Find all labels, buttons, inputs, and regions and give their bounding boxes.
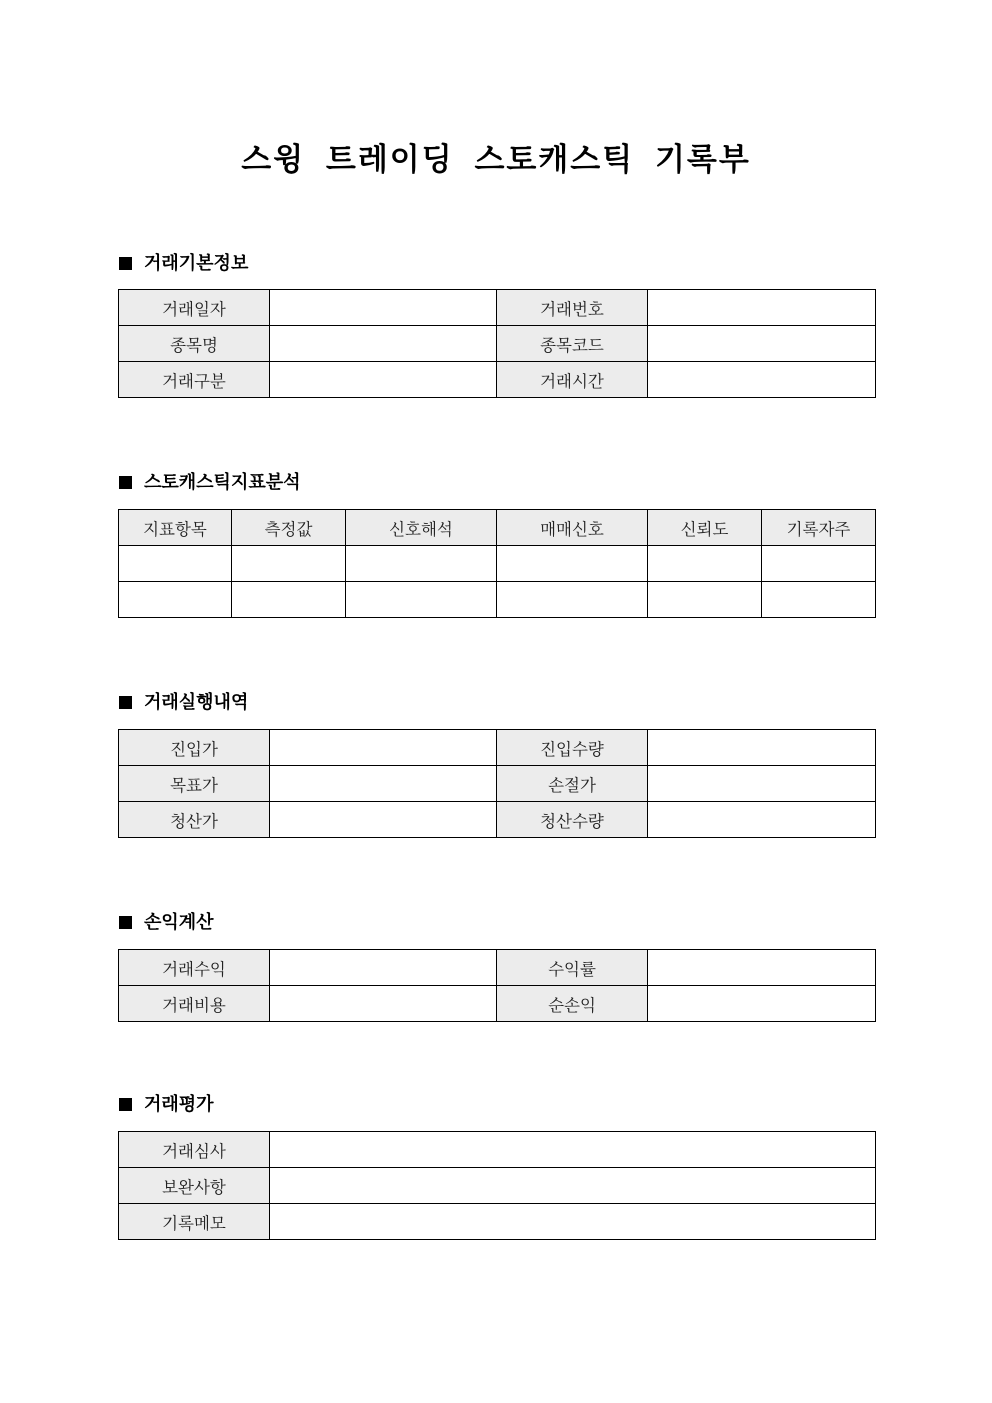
section-heading-execution [119, 691, 248, 715]
execution-table [118, 729, 876, 838]
label-cell: 보완사항 [119, 1168, 270, 1204]
label-cell: 거래일자 [119, 290, 270, 326]
label-cell: 거래번호 [497, 290, 648, 326]
basic-info-table [118, 289, 876, 398]
trade-review-field[interactable] [270, 1132, 876, 1168]
label-cell: 청산가 [119, 802, 270, 838]
entry-price-field[interactable] [270, 730, 497, 766]
signal-interpretation-cell[interactable] [346, 582, 497, 618]
exit-quantity-field[interactable] [648, 802, 876, 838]
label-cell: 종목코드 [497, 326, 648, 362]
table-row [119, 802, 876, 838]
table-row [119, 1168, 876, 1204]
trade-cost-field[interactable] [270, 986, 497, 1022]
section-heading-evaluation [119, 1093, 214, 1117]
table-row [119, 582, 876, 618]
label-cell: 종목명 [119, 326, 270, 362]
label-cell: 거래구분 [119, 362, 270, 398]
column-header: 측정값 [232, 510, 346, 546]
trade-profit-field[interactable] [270, 950, 497, 986]
label-cell: 거래수익 [119, 950, 270, 986]
section-heading-label: 스토캐스틱지표분석 [144, 472, 301, 493]
reliability-cell[interactable] [648, 546, 762, 582]
trade-signal-cell[interactable] [497, 546, 648, 582]
indicator-item-cell[interactable] [119, 546, 232, 582]
exit-price-field[interactable] [270, 802, 497, 838]
label-cell: 기록메모 [119, 1204, 270, 1240]
table-row [119, 766, 876, 802]
label-cell: 목표가 [119, 766, 270, 802]
signal-interpretation-cell[interactable] [346, 546, 497, 582]
measured-value-cell[interactable] [232, 582, 346, 618]
table-row [119, 362, 876, 398]
record-memo-field[interactable] [270, 1204, 876, 1240]
square-bullet-icon [119, 476, 132, 489]
stochastic-table [118, 509, 876, 618]
stock-code-field[interactable] [648, 326, 876, 362]
recorder-cell[interactable] [762, 582, 876, 618]
evaluation-table [118, 1131, 876, 1240]
entry-quantity-field[interactable] [648, 730, 876, 766]
trade-signal-cell[interactable] [497, 582, 648, 618]
net-profit-field[interactable] [648, 986, 876, 1022]
table-row [119, 950, 876, 986]
measured-value-cell[interactable] [232, 546, 346, 582]
table-row [119, 326, 876, 362]
table-row [119, 1132, 876, 1168]
table-header-row [119, 510, 876, 546]
label-cell: 수익률 [497, 950, 648, 986]
section-heading-label: 거래실행내역 [144, 692, 249, 713]
square-bullet-icon [119, 696, 132, 709]
table-row [119, 546, 876, 582]
section-heading-stochastic [119, 471, 301, 495]
indicator-item-cell[interactable] [119, 582, 232, 618]
section-heading-label: 거래평가 [144, 1094, 214, 1115]
trade-time-field[interactable] [648, 362, 876, 398]
pnl-table [118, 949, 876, 1022]
square-bullet-icon [119, 1098, 132, 1111]
section-heading-basic [119, 252, 248, 276]
stop-loss-field[interactable] [648, 766, 876, 802]
section-heading-pnl [119, 911, 214, 935]
label-cell: 거래시간 [497, 362, 648, 398]
column-header: 매매신호 [497, 510, 648, 546]
column-header: 지표항목 [119, 510, 232, 546]
label-cell: 청산수량 [497, 802, 648, 838]
page-title: 스윙 트레이딩 스토캐스틱 기록부 [241, 142, 751, 178]
reliability-cell[interactable] [648, 582, 762, 618]
label-cell: 진입가 [119, 730, 270, 766]
label-cell: 거래비용 [119, 986, 270, 1022]
section-heading-label: 손익계산 [144, 912, 214, 933]
square-bullet-icon [119, 916, 132, 929]
improvements-field[interactable] [270, 1168, 876, 1204]
trade-date-field[interactable] [270, 290, 497, 326]
table-row [119, 986, 876, 1022]
table-row [119, 290, 876, 326]
table-row [119, 1204, 876, 1240]
trade-type-field[interactable] [270, 362, 497, 398]
label-cell: 진입수량 [497, 730, 648, 766]
recorder-cell[interactable] [762, 546, 876, 582]
stock-name-field[interactable] [270, 326, 497, 362]
target-price-field[interactable] [270, 766, 497, 802]
return-rate-field[interactable] [648, 950, 876, 986]
table-row [119, 730, 876, 766]
square-bullet-icon [119, 257, 132, 270]
trade-number-field[interactable] [648, 290, 876, 326]
column-header: 신호해석 [346, 510, 497, 546]
label-cell: 거래심사 [119, 1132, 270, 1168]
section-heading-label: 거래기본정보 [144, 253, 249, 274]
column-header: 기록자주 [762, 510, 876, 546]
column-header: 신뢰도 [648, 510, 762, 546]
label-cell: 손절가 [497, 766, 648, 802]
label-cell: 순손익 [497, 986, 648, 1022]
